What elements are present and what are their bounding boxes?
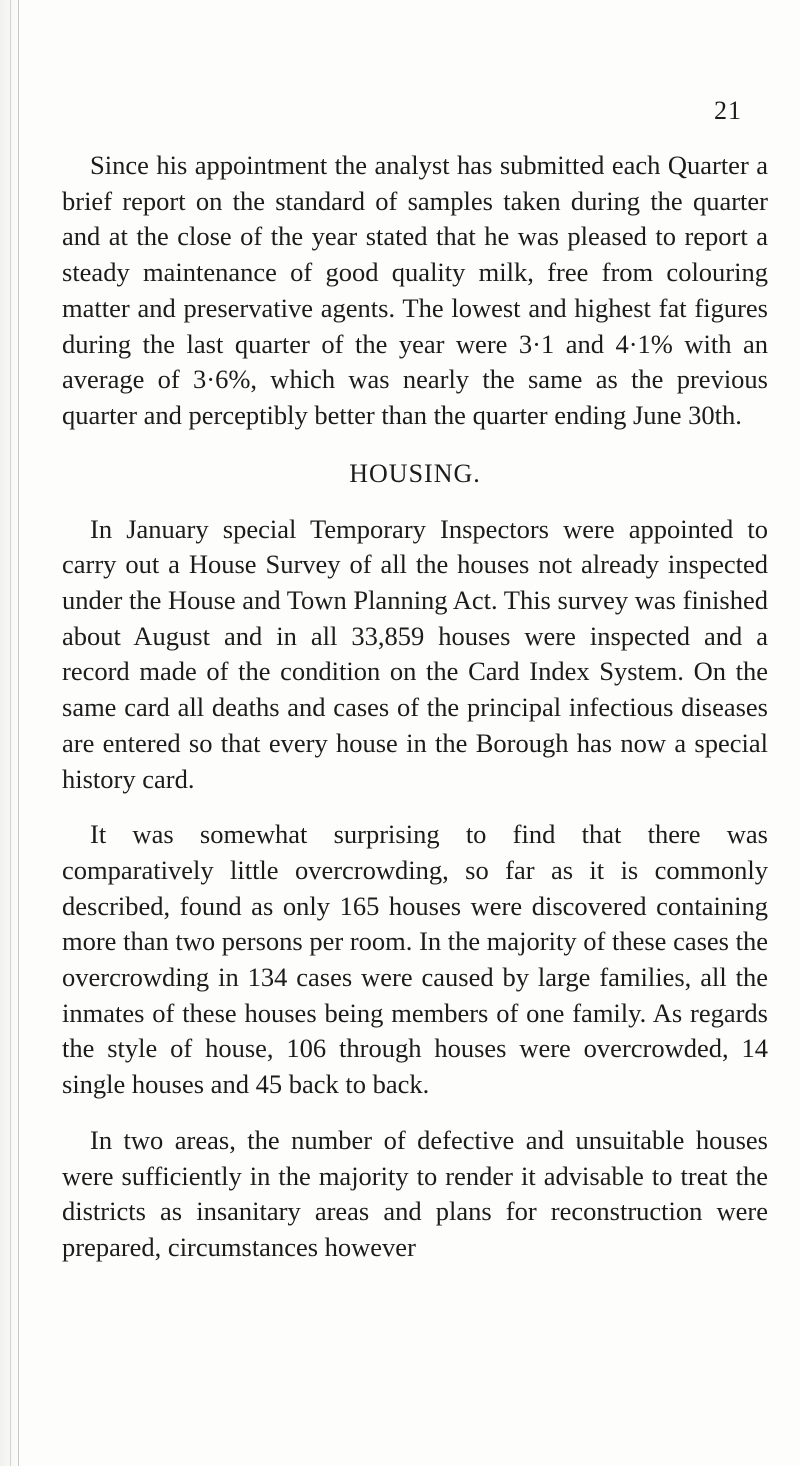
paragraph-overcrowding: It was somewhat surprising to find that there was comparatively little overcrowding, so far as it is commonly described, found as only 165 houses were discovered containing more than two persons per room. In the majority of these cases the overcrowding in 134 cases were caused by large families, all the inmates of these houses being members of one family. As regards the style of house, 106 through houses were overcrowded, 14 single houses and 45 back to back. bbox=[62, 819, 768, 1100]
paragraph-milk-analysis: Since his appointment the analyst has submitted each Quarter a brief report on the standard of samples taken during the quarter and at the close of the year stated that he was pleased to report a steady maintenance of good quality milk, free from colouring matter and preservative agents. The lowest and highest fat figures during the last quarter of the year were 3·1 and 4·1% with an average of 3·6%, which was nearly the same as the previous quarter and perceptibly better than the quarter ending June 30th. bbox=[62, 150, 768, 430]
page-number: 21 bbox=[714, 96, 742, 125]
page-body bbox=[62, 148, 768, 1286]
paragraph-house-survey: In January special Temporary Inspectors were appointed to carry out a House Survey of all the houses not already inspected under the House and Town Planning Act. This survey was finished about August and in all 33,859 houses were inspected and a record made of the condition on the Card Index System. On the same card all deaths and cases of the principal infectious diseases are entered so that every house in the Borough has now a special history card. bbox=[62, 513, 768, 794]
binding-line bbox=[10, 0, 11, 1466]
paragraph-insanitary-areas: In two areas, the number of defective and unsuitable houses were sufficiently in the majority to render it advisable to treat the districts as insanitary areas and plans for reconstruction were prepared, circumstances however bbox=[62, 1124, 768, 1262]
section-heading-housing: HOUSING. bbox=[349, 458, 481, 488]
